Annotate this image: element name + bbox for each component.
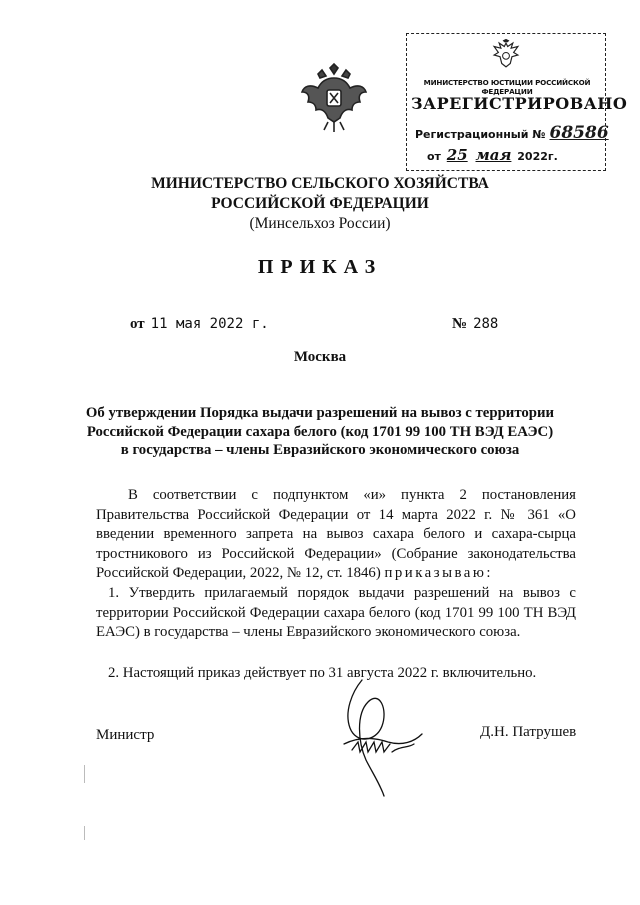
para1-command: приказываю: [384,565,494,582]
para1-main: В соответствии с подпунктом «и» пункта 2 постановления Правительства Российской Федерации от 14 марта 2022 г. № 361 «О введении временного запрета на вывоз сахара белого и сахара-сырца тростникового из Российской Федерации» (Собрание законодательства Российской Федерации, 2022, № 12, ст. 1846) [96,487,576,582]
city: Москва [293,349,347,365]
stamp-date-year: 2022г. [517,150,558,163]
stamp-reg-line [415,123,609,143]
subject-line3: в государства – члены Евразийского экономического союза [120,442,520,458]
order-date-value: 11 мая 2022 г. [150,316,269,332]
order-subject [70,404,570,460]
double-headed-eagle-icon [489,38,523,72]
body-paragraph-3: 2. Настоящий приказ действует по 31 августа 2022 г. включительно. [108,665,537,681]
order-date-label: от [130,316,145,332]
document-type-title: ПРИКАЗ [257,256,383,278]
ministry-name-line1: МИНИСТЕРСТВО СЕЛЬСКОГО ХОЗЯЙСТВА [151,175,489,192]
ministry-short-name: (Минсельхоз России) [249,215,391,232]
order-number-value: 288 [473,316,499,332]
stamp-date-prefix: от [427,150,441,163]
stamp-registered: ЗАРЕГИСТРИРОВАНО [411,94,628,113]
order-number [452,316,498,333]
coat-of-arms-icon [300,62,368,134]
body-paragraph-2: 1. Утвердить прилагаемый порядок выдачи разрешений на вывоз с территории Российской Федерации сахара белого (код 1701 99 100 ТН ВЭД ЕАЭС) в государства – члены Евразийского экономического союза. [96,585,576,641]
margin-mark [84,826,85,840]
stamp-ministry: МИНИСТЕРСТВО ЮСТИЦИИ РОССИЙСКОЙ ФЕДЕРАЦИИ [423,78,591,96]
order-date [130,316,269,333]
signatory-name: Д.Н. Патрушев [480,724,577,740]
subject-line2: Российской Федерации сахара белого (код 1701 99 100 ТН ВЭД ЕАЭС) [86,423,554,440]
stamp-reg-label: Регистрационный № [415,128,546,141]
order-number-label: № [452,316,468,332]
handwritten-signature [322,672,432,802]
ministry-header [0,174,640,234]
stamp-date-line [427,146,607,164]
stamp-date-day: 25 [446,146,468,164]
ministry-name-line2: РОССИЙСКОЙ ФЕДЕРАЦИИ [211,195,429,212]
registration-stamp [406,33,628,171]
margin-mark [84,765,85,783]
subject-line1: Об утверждении Порядка выдачи разрешений на вывоз с территории [85,405,555,421]
stamp-reg-number: 68586 [549,123,609,143]
body-paragraph-1 [96,486,576,584]
stamp-date-month: мая [475,146,512,164]
signatory-role: Министр [96,727,155,743]
